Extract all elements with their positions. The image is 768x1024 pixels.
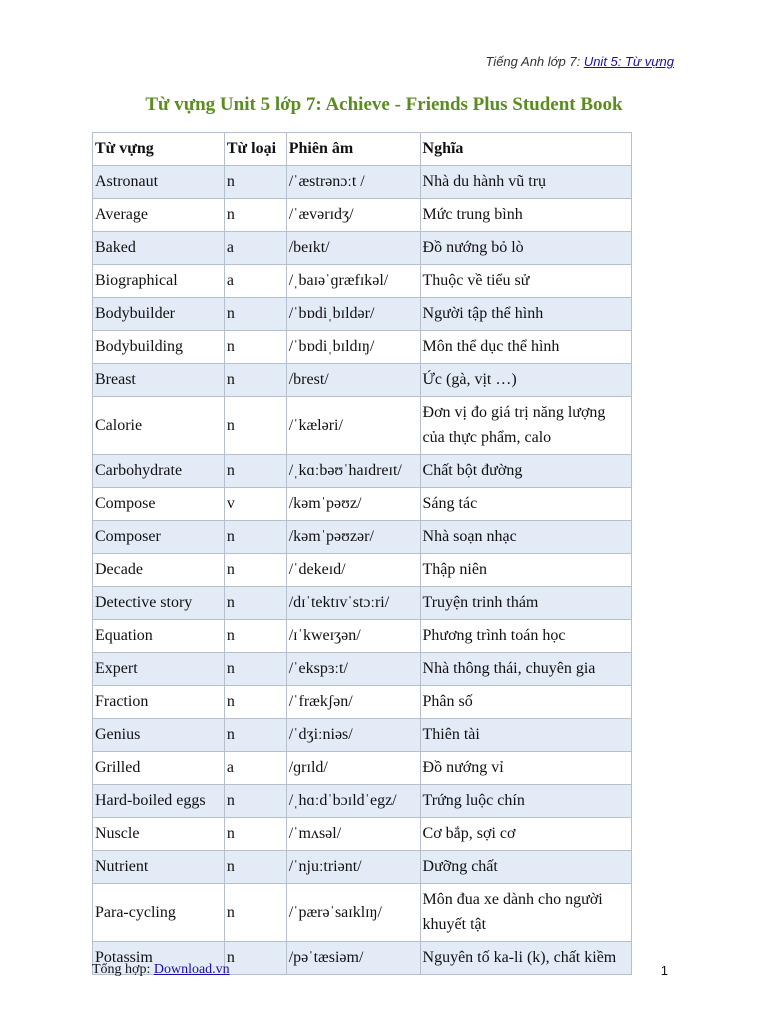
cell-pronunciation: /ˌkɑːbəʊˈhaɪdreɪt/ xyxy=(286,455,420,488)
table-row xyxy=(93,166,632,199)
cell-part-of-speech: v xyxy=(224,488,286,521)
cell-word: Carbohydrate xyxy=(93,455,225,488)
cell-word: Nuscle xyxy=(93,818,225,851)
header-prefix: Tiếng Anh lớp 7: xyxy=(485,54,584,69)
cell-pronunciation: /ˈdekeɪd/ xyxy=(286,554,420,587)
cell-part-of-speech: n xyxy=(224,199,286,232)
cell-part-of-speech: n xyxy=(224,455,286,488)
table-row xyxy=(93,397,632,455)
cell-word: Compose xyxy=(93,488,225,521)
table-row xyxy=(93,653,632,686)
cell-part-of-speech: n xyxy=(224,554,286,587)
cell-pronunciation: /pəˈtæsiəm/ xyxy=(286,942,420,975)
cell-meaning: Truyện trinh thám xyxy=(420,587,631,620)
cell-word: Grilled xyxy=(93,752,225,785)
cell-pronunciation: /kəmˈpəʊz/ xyxy=(286,488,420,521)
table-row xyxy=(93,199,632,232)
cell-word: Hard-boiled eggs xyxy=(93,785,225,818)
cell-pronunciation: /ˌbaɪəˈɡræfɪkəl/ xyxy=(286,265,420,298)
cell-part-of-speech: n xyxy=(224,785,286,818)
cell-meaning: Đồ nướng vỉ xyxy=(420,752,631,785)
cell-meaning: Mức trung bình xyxy=(420,199,631,232)
cell-word: Average xyxy=(93,199,225,232)
cell-pronunciation: /ˈfrækʃən/ xyxy=(286,686,420,719)
cell-part-of-speech: n xyxy=(224,166,286,199)
cell-pronunciation: /ˈekspɜːt/ xyxy=(286,653,420,686)
table-row xyxy=(93,587,632,620)
cell-word: Detective story xyxy=(93,587,225,620)
cell-pronunciation: /ˈmʌsəl/ xyxy=(286,818,420,851)
cell-meaning: Thuộc về tiểu sử xyxy=(420,265,631,298)
column-header-part-of-speech: Từ loại xyxy=(224,133,286,166)
table-row xyxy=(93,298,632,331)
cell-word: Bodybuilder xyxy=(93,298,225,331)
cell-meaning: Sáng tác xyxy=(420,488,631,521)
footer-download-link[interactable]: Download.vn xyxy=(153,962,230,977)
header-unit-link[interactable]: Unit 5: Từ vựng xyxy=(583,54,674,69)
table-row xyxy=(93,785,632,818)
cell-pronunciation: /ˈkæləri/ xyxy=(286,397,420,455)
table-row xyxy=(93,455,632,488)
cell-word: Calorie xyxy=(93,397,225,455)
table-row xyxy=(93,265,632,298)
footer-prefix: Tổng hợp: xyxy=(92,962,154,977)
cell-pronunciation: /kəmˈpəʊzər/ xyxy=(286,521,420,554)
cell-part-of-speech: a xyxy=(224,752,286,785)
vocabulary-table xyxy=(92,132,632,975)
cell-word: Biographical xyxy=(93,265,225,298)
cell-word: Genius xyxy=(93,719,225,752)
cell-meaning: Cơ bắp, sợi cơ xyxy=(420,818,631,851)
cell-pronunciation: /ˈpærəˈsaɪklɪŋ/ xyxy=(286,884,420,942)
cell-part-of-speech: n xyxy=(224,653,286,686)
cell-part-of-speech: n xyxy=(224,620,286,653)
page-number: 1 xyxy=(660,963,668,978)
cell-word: Equation xyxy=(93,620,225,653)
cell-meaning: Phương trình toán học xyxy=(420,620,631,653)
cell-meaning: Nguyên tố ka-li (k), chất kiềm xyxy=(420,942,631,975)
cell-pronunciation: /dɪˈtektɪvˈstɔːri/ xyxy=(286,587,420,620)
cell-word: Breast xyxy=(93,364,225,397)
cell-meaning: Chất bột đường xyxy=(420,455,631,488)
cell-meaning: Thập niên xyxy=(420,554,631,587)
cell-part-of-speech: a xyxy=(224,265,286,298)
cell-pronunciation: /ˈnjuːtriənt/ xyxy=(286,851,420,884)
cell-meaning: Đơn vị đo giá trị năng lượng của thực phẩm, calo xyxy=(420,397,631,455)
table-row xyxy=(93,818,632,851)
cell-word: Nutrient xyxy=(93,851,225,884)
cell-word: Fraction xyxy=(93,686,225,719)
cell-word: Composer xyxy=(93,521,225,554)
cell-pronunciation: /ˈbɒdiˌbɪldər/ xyxy=(286,298,420,331)
page-header xyxy=(485,54,674,69)
cell-pronunciation: /ˌhɑːdˈbɔɪldˈegz/ xyxy=(286,785,420,818)
cell-meaning: Thiên tài xyxy=(420,719,631,752)
cell-part-of-speech: n xyxy=(224,331,286,364)
cell-part-of-speech: n xyxy=(224,884,286,942)
cell-part-of-speech: a xyxy=(224,232,286,265)
cell-part-of-speech: n xyxy=(224,397,286,455)
cell-pronunciation: /ˈævərɪdʒ/ xyxy=(286,199,420,232)
cell-meaning: Môn đua xe dành cho người khuyết tật xyxy=(420,884,631,942)
table-header-row xyxy=(93,133,632,166)
cell-pronunciation: /ˈæstrənɔːt / xyxy=(286,166,420,199)
cell-part-of-speech: n xyxy=(224,818,286,851)
cell-pronunciation: /ɪˈkweɪʒən/ xyxy=(286,620,420,653)
cell-word: Para-cycling xyxy=(93,884,225,942)
cell-meaning: Nhà du hành vũ trụ xyxy=(420,166,631,199)
table-row xyxy=(93,851,632,884)
cell-meaning: Người tập thể hình xyxy=(420,298,631,331)
cell-part-of-speech: n xyxy=(224,719,286,752)
cell-pronunciation: /ˈbɒdiˌbɪldɪŋ/ xyxy=(286,331,420,364)
table-row xyxy=(93,232,632,265)
table-row xyxy=(93,686,632,719)
table-row xyxy=(93,488,632,521)
cell-word: Decade xyxy=(93,554,225,587)
cell-part-of-speech: n xyxy=(224,686,286,719)
cell-part-of-speech: n xyxy=(224,851,286,884)
column-header-meaning: Nghĩa xyxy=(420,133,631,166)
cell-pronunciation: /brest/ xyxy=(286,364,420,397)
cell-part-of-speech: n xyxy=(224,587,286,620)
cell-part-of-speech: n xyxy=(224,364,286,397)
cell-word: Expert xyxy=(93,653,225,686)
cell-pronunciation: /beɪkt/ xyxy=(286,232,420,265)
page-title: Từ vựng Unit 5 lớp 7: Achieve - Friends Plus Student Book xyxy=(145,94,623,115)
cell-meaning: Môn thể dục thể hình xyxy=(420,331,631,364)
table-row xyxy=(93,752,632,785)
cell-word: Baked xyxy=(93,232,225,265)
cell-word: Astronaut xyxy=(93,166,225,199)
cell-part-of-speech: n xyxy=(224,942,286,975)
cell-meaning: Nhà thông thái, chuyên gia xyxy=(420,653,631,686)
table-row xyxy=(93,719,632,752)
column-header-pronunciation: Phiên âm xyxy=(286,133,420,166)
table-row xyxy=(93,884,632,942)
cell-pronunciation: /ˈdʒiːniəs/ xyxy=(286,719,420,752)
footer-source xyxy=(92,962,230,978)
table-row xyxy=(93,521,632,554)
table-body xyxy=(93,166,632,975)
cell-meaning: Trứng luộc chín xyxy=(420,785,631,818)
cell-part-of-speech: n xyxy=(224,298,286,331)
cell-word: Potassim xyxy=(93,942,225,975)
cell-part-of-speech: n xyxy=(224,521,286,554)
table-row xyxy=(93,554,632,587)
cell-pronunciation: /ɡrɪld/ xyxy=(286,752,420,785)
cell-meaning: Đồ nướng bỏ lò xyxy=(420,232,631,265)
cell-meaning: Nhà soạn nhạc xyxy=(420,521,631,554)
cell-meaning: Phân số xyxy=(420,686,631,719)
cell-word: Bodybuilding xyxy=(93,331,225,364)
table-row xyxy=(93,620,632,653)
table-row xyxy=(93,331,632,364)
column-header-word: Từ vựng xyxy=(93,133,225,166)
cell-meaning: Dưỡng chất xyxy=(420,851,631,884)
table-row xyxy=(93,364,632,397)
cell-meaning: Ức (gà, vịt …) xyxy=(420,364,631,397)
